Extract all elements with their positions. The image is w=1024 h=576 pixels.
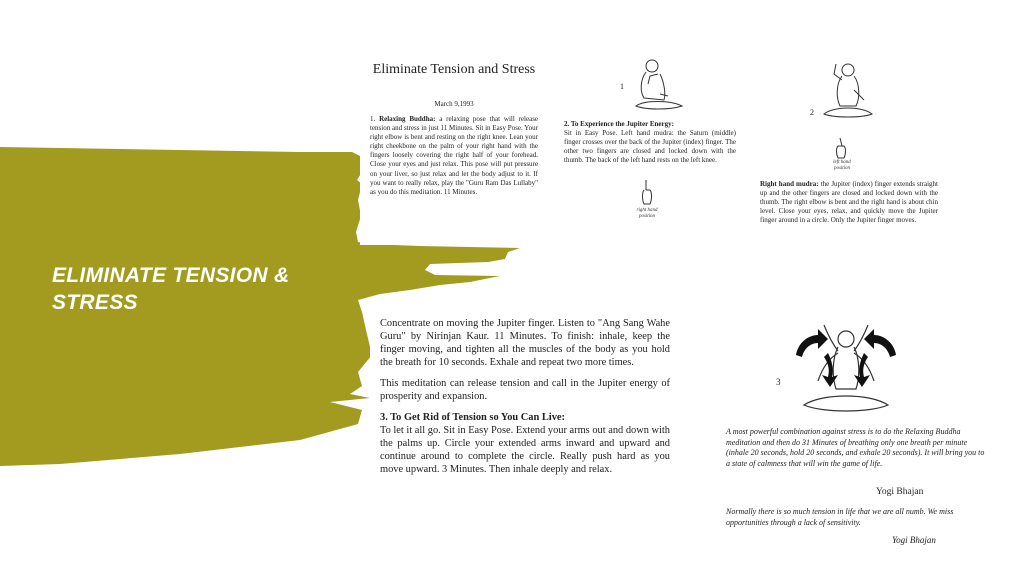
step2-text bbox=[564, 120, 736, 165]
step1-text bbox=[370, 115, 538, 197]
document-date: March 9,1993 bbox=[434, 100, 474, 108]
figure-1-label: 1 bbox=[620, 82, 624, 91]
quote-1: A most powerful combination against stress is to do the Relaxing Buddha meditation and then do 31 Minutes of breathing only one breath per minute (inhale 20 seconds, hold 20 seconds, and exhale 20 seconds). It will bring you to a state of calmness that will win the game of life. bbox=[726, 427, 985, 468]
step2-body: Sit in Easy Pose. Left hand mudra: the Saturn (middle) finger crosses over the back of the Jupiter (index) finger. The other two fingers are closed and locked down with the thumb. The back of the left hand rests on the left knee. bbox=[564, 129, 736, 165]
quote-2-author: Yogi Bhajan bbox=[892, 535, 936, 545]
continuation-paragraph-2: This meditation can release tension and call in the Jupiter energy of prosperity and expansion. bbox=[380, 378, 670, 402]
arm-circle-figure bbox=[788, 313, 904, 419]
right-mudra-text bbox=[760, 180, 938, 225]
doc-panel-intro bbox=[360, 55, 548, 245]
quote-2: Normally there is so much tension in life that we are all numb. We miss opportunities through a lack of sensitivity. bbox=[726, 507, 954, 527]
step2-heading: 2. To Experience the Jupiter Energy: bbox=[564, 120, 674, 128]
figure-3-label: 3 bbox=[776, 377, 781, 387]
continuation-paragraph-1: Concentrate on moving the Jupiter finger. Listen to "Ang Sang Wahe Guru" by Nirinjan Kaur. 11 Minutes. To finish: inhale, keep the finger moving, and tighten all the muscles of the body as you hold the breath for 10 seconds. Exhale and repeat two more times. bbox=[380, 318, 670, 368]
document-title: Eliminate Tension and Stress bbox=[372, 62, 536, 77]
right-hand-position-icon bbox=[640, 178, 654, 206]
step1-body: a relaxing pose that will release tension and stress in just 11 Minutes. Sit in Easy Pose. Your right elbow is bent and resting on the right knee. Lean your right cheekbone on the palm of your right hand with the fingers loosely covering the right half of your forehead. Close your eyes and just relax. This pose will put pressure on your liver, so just relax and let the body adjust to it. If you want to really relax, play the "Guru Ram Das Lullaby" as you do this meditation. 11 Minutes. bbox=[370, 115, 539, 196]
doc-panel-step3 bbox=[370, 303, 1010, 573]
continuation-column bbox=[380, 317, 670, 476]
step1-number: 1. bbox=[370, 115, 376, 123]
jupiter-meditation-figure bbox=[818, 56, 878, 122]
step1-heading: Relaxing Buddha: bbox=[379, 115, 436, 123]
figure-2-label: 2 bbox=[810, 108, 814, 117]
relaxing-buddha-figure bbox=[630, 54, 686, 114]
left-hand-caption: left hand position bbox=[833, 160, 851, 171]
quote-1-author: Yogi Bhajan bbox=[876, 487, 924, 497]
step3-body: To let it all go. Sit in Easy Pose. Extend your arms out and down with the palms up. Circle your extended arms inward and upward and continue around to complete the circle. Really push hard as you move upward. 3 Minutes. Then inhale deeply and relax. bbox=[380, 425, 670, 475]
right-mudra-heading: Right hand mudra: bbox=[760, 180, 819, 188]
right-mudra-body: the Jupiter (index) finger extends straight up and the other fingers are closed and locked down with the thumb. The right elbow is bent and the right hand is about chin level. Close your eyes, relax, and quickly move the Jupiter finger around in a circle. Only the Jupiter finger moves. bbox=[760, 180, 938, 225]
step3-heading: 3. To Get Rid of Tension so You Can Live: bbox=[380, 412, 565, 423]
right-hand-caption: right hand position bbox=[636, 208, 658, 219]
left-hand-position-icon bbox=[834, 136, 848, 160]
slide-title: ELIMINATE TENSION & STRESS bbox=[52, 264, 290, 314]
doc-panel-step2 bbox=[548, 46, 948, 246]
